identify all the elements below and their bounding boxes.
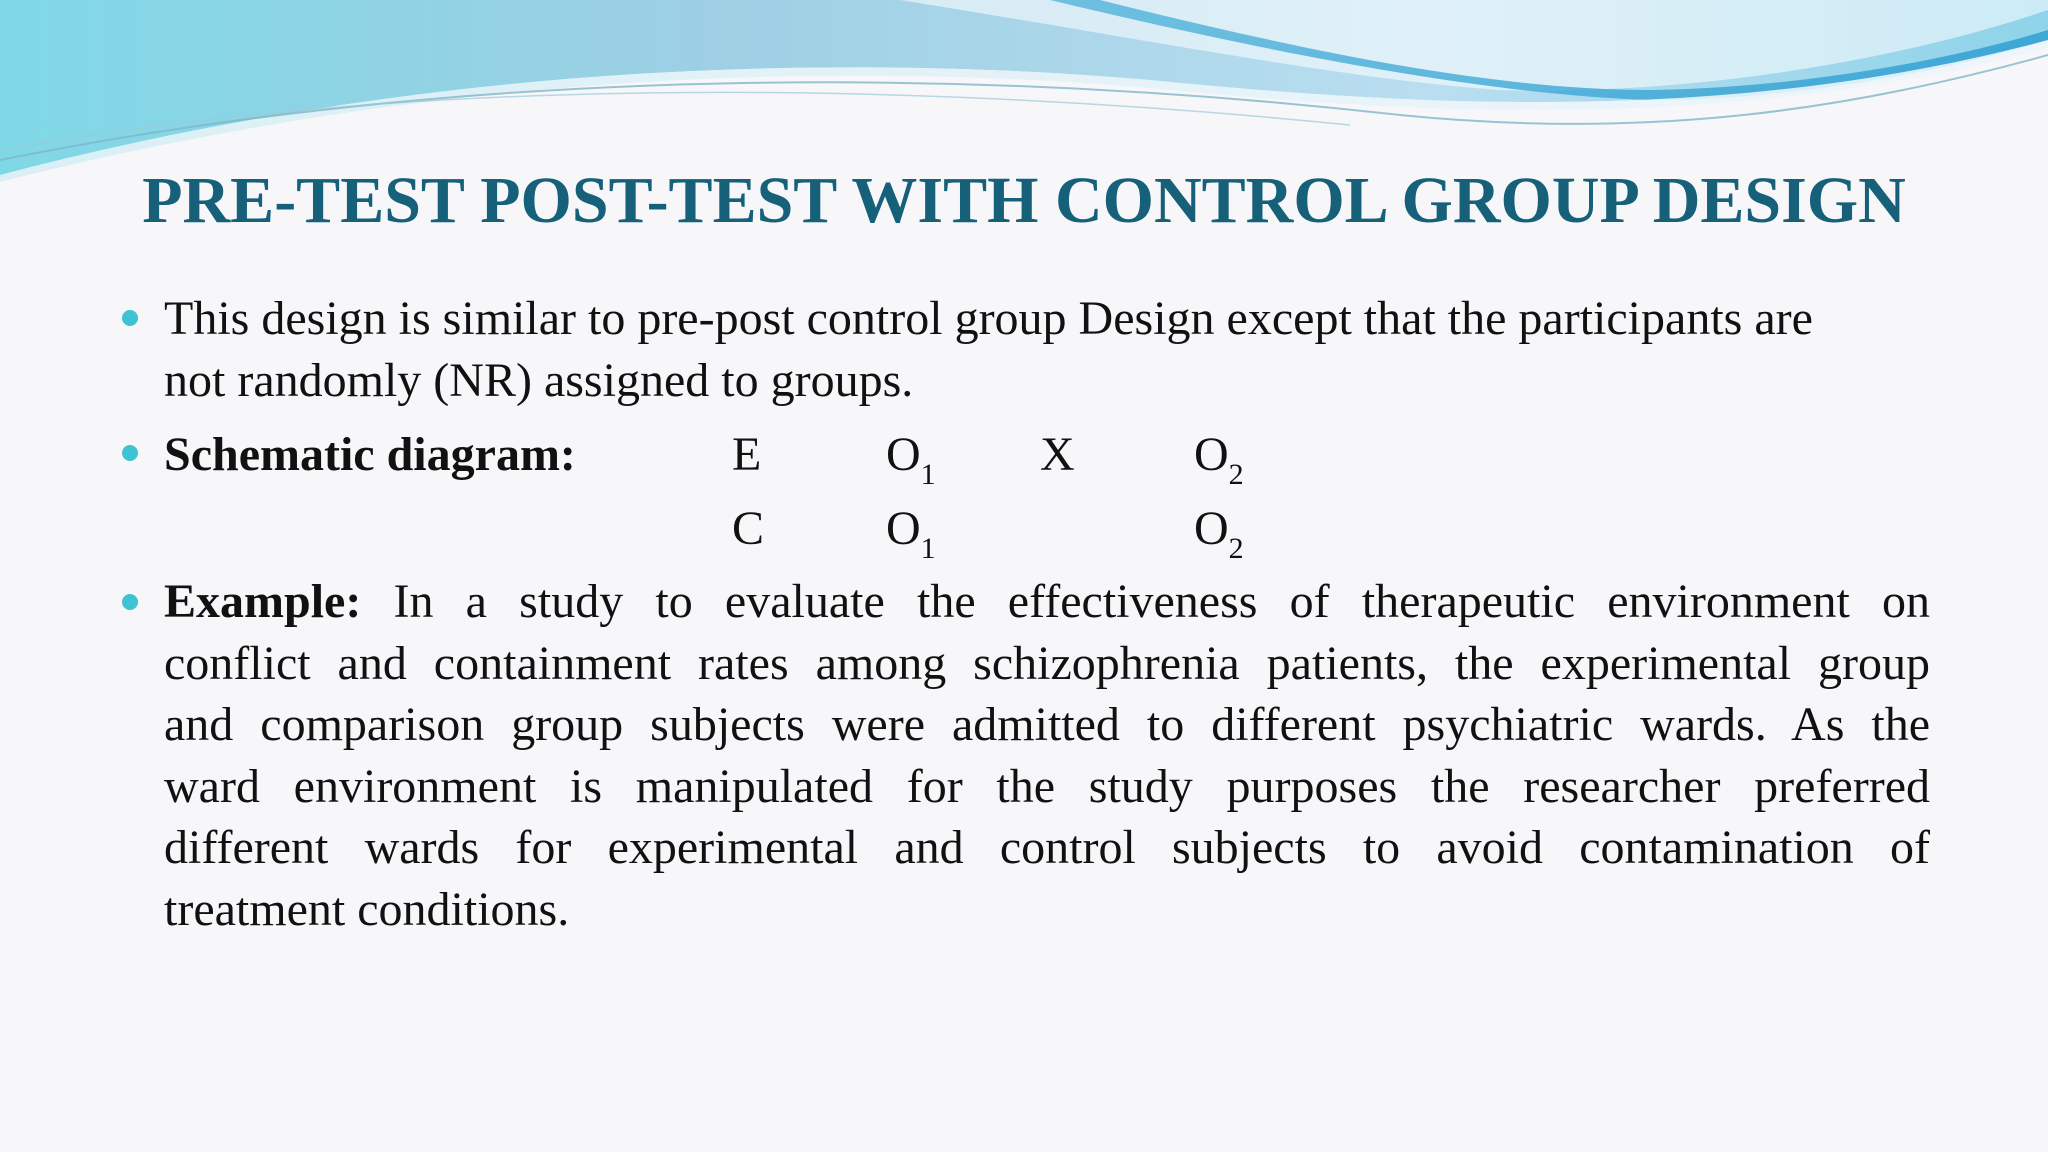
- bullet-design-description: [164, 288, 1930, 411]
- text-line: Example: In a study to evaluate the effectiveness of therapeutic environment on: [164, 575, 1931, 628]
- bullet-icon: [122, 445, 138, 461]
- schematic-post-observation-c: $O_2$: [1194, 502, 1244, 565]
- bullet-example: [164, 571, 1930, 940]
- schematic-group-c: C: [732, 502, 765, 555]
- text-line: This design is similar to pre-post control group Design except that the participants are: [164, 292, 1813, 345]
- schematic-pre-observation-e: $O_1$: [886, 428, 936, 491]
- schematic-pre-observation-c: $O_1$: [886, 502, 936, 565]
- text-line: different wards for experimental and control subjects to avoid contamination of: [164, 821, 1930, 874]
- schematic-post-observation-e: $O_2$: [1194, 428, 1244, 491]
- schematic-treatment-x: X: [1040, 428, 1075, 481]
- text-line: treatment conditions.: [164, 882, 570, 936]
- bullet-icon: [122, 310, 138, 326]
- example-label: Example:: [164, 575, 362, 628]
- text-line: not randomly (NR) assigned to groups.: [164, 353, 914, 407]
- slide-title: PRE-TEST POST-TEST WITH CONTROL GROUP DESIGN: [142, 164, 1906, 237]
- text-line: conflict and containment rates among schizophrenia patients, the experimental group: [164, 636, 1930, 690]
- text-line: ward environment is manipulated for the study purposes the researcher preferred: [164, 759, 1930, 813]
- bullet-icon: [122, 594, 138, 610]
- text-line: and comparison group subjects were admitted to different psychiatric wards. As the: [164, 698, 1930, 751]
- schematic-group-e: E: [732, 428, 762, 481]
- schematic-label: Schematic diagram:: [164, 428, 576, 481]
